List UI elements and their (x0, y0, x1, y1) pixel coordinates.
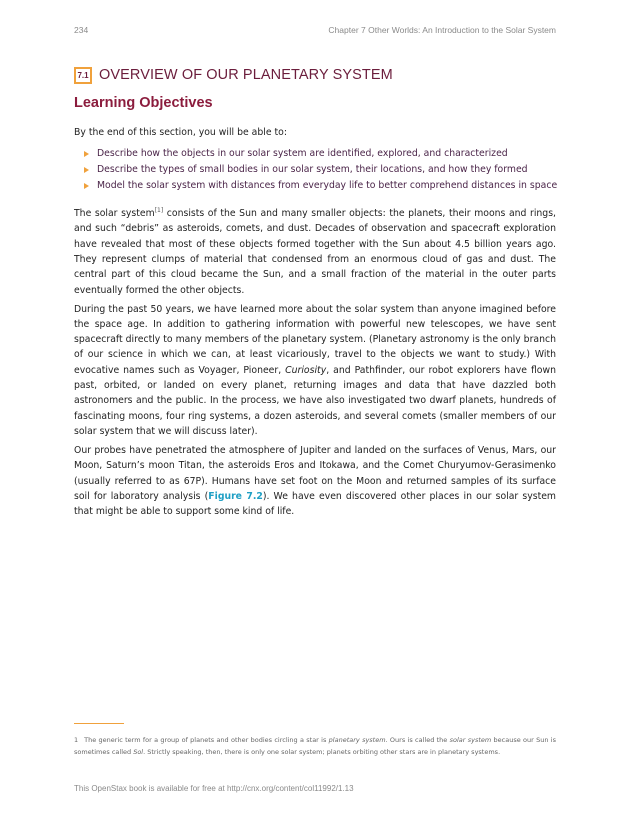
running-header (74, 25, 556, 37)
chevron-right-icon (84, 167, 89, 173)
footnote-number: 1 (74, 736, 79, 744)
italic-text: planetary system (328, 736, 386, 744)
objective-text: Model the solar system with distances from everyday life to better comprehend distances in space (97, 180, 558, 191)
italic-text: Sol (133, 747, 144, 756)
list-item (84, 162, 557, 178)
section-number-badge: 7.1 (74, 67, 92, 84)
footnote-text: The generic term for a group of planets and other bodies circling a star is (84, 736, 329, 744)
footnote-ref[interactable]: [1] (154, 207, 164, 214)
list-item (84, 146, 557, 162)
list-item (84, 178, 557, 194)
paragraph-text: During the past 50 years, we have learned more about the solar system than anyone imagined before the space age. In addition to gathering information with powerful new telescopes, we have sent spacecraft directly to many members of the planetary system. (Planetary astronomy is the only branch of our science in which we can, at least vicariously, travel to the objects we want to study.) With evocative names such as Voyager, Pioneer, (74, 303, 556, 376)
learning-objectives-title: Learning Objectives (74, 95, 213, 111)
footnote (74, 735, 556, 758)
page-number: 234 (74, 25, 89, 35)
objective-text: Describe how the objects in our solar system are identified, explored, and characterized (97, 148, 508, 159)
paragraph-text: The solar system (74, 208, 155, 220)
learning-objectives-list (84, 146, 557, 194)
footnote-text: . Ours is called the (385, 736, 450, 744)
chevron-right-icon (84, 183, 89, 189)
italic-text: Curiosity (285, 364, 327, 376)
paragraph-text: ). We have even discovered other places in our solar system that might be able to support some kind of life. (74, 490, 556, 518)
chevron-right-icon (84, 151, 89, 157)
paragraph-text: , and Pathfinder, our robot explorers have flown past, orbited, or landed on every planet, returning images and data that have dazzled both astronomers and the public. In the process, we have also investigated two dwarf planets, hundreds of fascinating moons, four ring systems, a dozen asteroids, and several comets (smaller members of our solar system that we will discuss later). (74, 364, 556, 437)
figure-link[interactable]: Figure 7.2 (208, 490, 263, 502)
footnote-divider (74, 723, 124, 724)
section-heading (74, 66, 393, 84)
section-title: OVERVIEW OF OUR PLANETARY SYSTEM (99, 67, 393, 83)
learning-objectives-intro: By the end of this section, you will be able to: (74, 127, 287, 138)
paragraph-text: Our probes have penetrated the atmosphere of Jupiter and landed on the surfaces of Venus, Mars, our Moon, Saturn’s moon Titan, the asteroids Eros and Itokawa, and the Comet Churyumov-Gerasimenko (usually referred to as 67P). Humans have set foot on the Moon and returned samples of its surface soil for laboratory analysis ( (74, 444, 556, 502)
objective-text: Describe the types of small bodies in our solar system, their locations, and how they formed (97, 164, 528, 175)
paragraph (74, 443, 556, 519)
italic-text: solar system (449, 736, 492, 744)
paragraph-text: consists of the Sun and many smaller objects: the planets, their moons and rings, and such “debris” as asteroids, comets, and dust. Decades of observation and spacecraft exploration have revealed that most of these objects formed together with the Sun about 4.5 billion years ago. They represent clumps of material that condensed from an enormous cloud of gas and dust. The central part of this cloud became the Sun, and a small fraction of the material in the outer parts eventually formed the other objects. (74, 208, 557, 296)
paragraph (74, 302, 556, 440)
chapter-title: Chapter 7 Other Worlds: An Introduction to the Solar System (328, 25, 556, 35)
footnote-text: . Strictly speaking, then, there is only one solar system; planets orbiting other stars are in planetary systems. (143, 747, 501, 756)
body-text (74, 203, 556, 523)
paragraph (74, 203, 556, 298)
running-footer: This OpenStax book is available for free at http://cnx.org/content/col11992/1.13 (74, 784, 354, 793)
footnote-text: because our Sun is sometimes called (74, 736, 556, 756)
